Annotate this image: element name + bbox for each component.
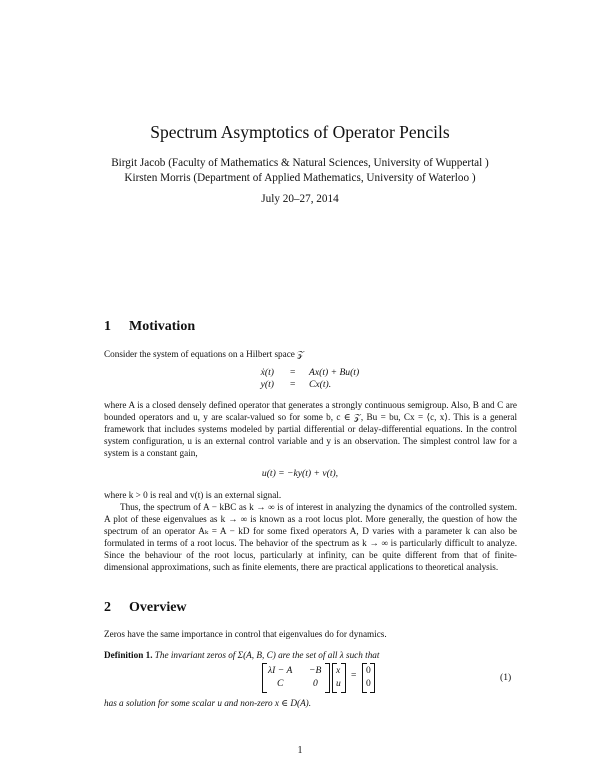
- state-vector: [332, 663, 346, 691]
- matrix-cell: C: [277, 678, 284, 689]
- section-number: 2: [104, 600, 111, 615]
- page-number: 1: [297, 745, 303, 756]
- left-bracket: [262, 663, 267, 693]
- eq1-relation: =: [290, 367, 296, 378]
- definition-1: [104, 650, 517, 662]
- section-number: 1: [104, 319, 111, 334]
- eq2-relation: =: [290, 379, 296, 390]
- zero-vector: [362, 663, 375, 691]
- eq2-lhs: y(t): [260, 379, 274, 390]
- state-equation: [0, 367, 600, 379]
- vector-cell: 0: [366, 665, 371, 676]
- vector-cell: x: [336, 665, 341, 676]
- section-title: Motivation: [129, 319, 196, 334]
- matrix-cell: 0: [313, 678, 318, 689]
- definition-text: The invariant zeros of Σ(A, B, C) are the set of all λ such that: [154, 650, 380, 660]
- overview-intro: Zeros have the same importance in control that eigenvalues do for dynamics.: [104, 629, 387, 639]
- section-title: Overview: [129, 600, 187, 615]
- author-1: Birgit Jacob (Faculty of Mathematics & Natural Sciences, University of Wuppertal ): [111, 157, 489, 169]
- motivation-paragraph-3: Thus, the spectrum of A − kBC as k → ∞ is of interest in analyzing the dynamics of the controlled system. A plot of these eigenvalues as k → ∞ is known as a root locus plot. More generally, the question of how the spectrum of an operator Aₖ = A − kD for some fixed operators A, D varies with a parameter k can also be formulated in terms of a root locus. The behavior of the spectrum as k → ∞ is particularly difficult to analyze. Since the behaviour of the root locus, particularly at infinity, can be quite different from that of finite-dimensional approximations, such as finite elements, there are practical applications to theoretical analysis.: [104, 502, 517, 572]
- definition-ending: has a solution for some scalar u and non-zero x ∈ D(A).: [104, 698, 312, 708]
- equation-number: (1): [500, 672, 512, 683]
- author-2: Kirsten Morris (Department of Applied Mathematics, University of Waterloo ): [124, 172, 476, 184]
- right-bracket: [341, 663, 346, 693]
- matrix-cell: λI − A: [268, 665, 293, 676]
- paper-title: Spectrum Asymptotics of Operator Pencils: [150, 122, 450, 142]
- eq2-rhs: Cx(t).: [309, 379, 332, 390]
- eq1-lhs: ẋ(t): [260, 367, 274, 378]
- output-equation: [0, 379, 600, 391]
- motivation-intro: Consider the system of equations on a Hilbert space 𝒵: [104, 349, 305, 359]
- paper-date: July 20–27, 2014: [261, 193, 339, 205]
- eq1-rhs: Ax(t) + Bu(t): [309, 367, 360, 378]
- vector-cell: 0: [366, 678, 371, 689]
- section-heading-overview: [104, 600, 187, 616]
- motivation-paragraph-2: where k > 0 is real and v(t) is an external signal.: [104, 490, 282, 500]
- equals-sign: =: [351, 670, 357, 681]
- control-law-equation: u(t) = −ky(t) + v(t),: [261, 468, 339, 479]
- system-matrix: [262, 663, 330, 691]
- motivation-paragraph-1: where A is a closed densely defined operator that generates a strongly continuous semigroup. Also, B and C are bounded operators and u, y are scalar-valued so for some b, c ∈ 𝒵, Bu = bu, Cx = ⟨c, x⟩. This is a general framework that includes systems modeled by partial differential or delay-differential equations. In the control system configuration, u is an external control variable and y is an observation. The simplest control law for a system is a constant gain,: [104, 400, 517, 458]
- vector-cell: u: [336, 678, 341, 689]
- matrix-cell: −B: [309, 665, 322, 676]
- right-bracket: [325, 663, 330, 693]
- definition-label: Definition 1.: [104, 650, 153, 660]
- section-heading-motivation: [104, 319, 195, 335]
